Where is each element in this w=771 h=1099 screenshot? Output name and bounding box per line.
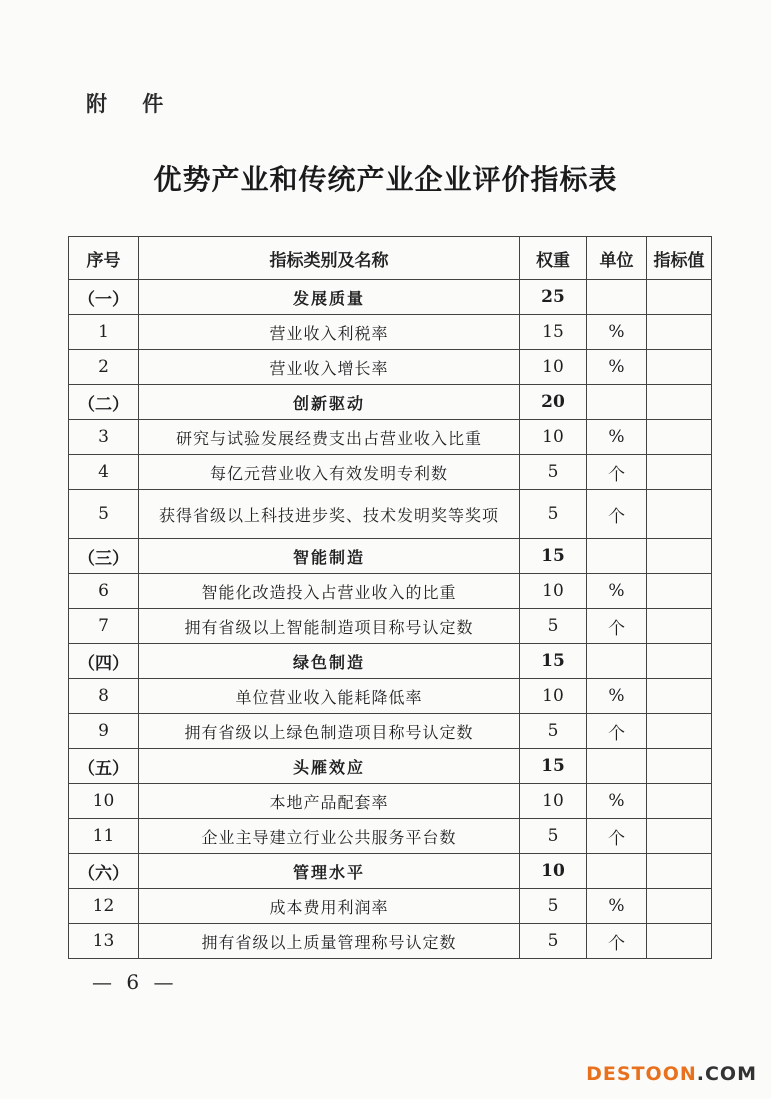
- cell-no: 9: [69, 714, 139, 749]
- cell-unit: 个: [587, 924, 647, 959]
- table-row: [69, 819, 712, 854]
- cell-unit: 个: [587, 609, 647, 644]
- cell-no: （五）: [69, 749, 139, 784]
- cell-unit: %: [587, 420, 647, 455]
- cell-value: [647, 749, 712, 784]
- table-row: [69, 455, 712, 490]
- cell-weight: 15: [520, 749, 587, 784]
- cell-unit: 个: [587, 455, 647, 490]
- cell-value: [647, 420, 712, 455]
- cell-weight: 15: [520, 644, 587, 679]
- cell-weight: 10: [520, 679, 587, 714]
- cell-unit: %: [587, 889, 647, 924]
- cell-unit: %: [587, 315, 647, 350]
- cell-name: 拥有省级以上绿色制造项目称号认定数: [139, 714, 520, 749]
- header-weight: 权重: [520, 237, 587, 280]
- cell-value: [647, 280, 712, 315]
- cell-unit: [587, 749, 647, 784]
- cell-value: [647, 819, 712, 854]
- cell-no: 2: [69, 350, 139, 385]
- cell-weight: 5: [520, 889, 587, 924]
- cell-weight: 5: [520, 714, 587, 749]
- cell-value: [647, 679, 712, 714]
- category-row: [69, 749, 712, 784]
- cell-weight: 5: [520, 490, 587, 539]
- cell-unit: %: [587, 350, 647, 385]
- cell-value: [647, 490, 712, 539]
- cell-weight: 5: [520, 819, 587, 854]
- cell-unit: [587, 280, 647, 315]
- category-row: [69, 644, 712, 679]
- cell-no: 1: [69, 315, 139, 350]
- cell-weight: 5: [520, 609, 587, 644]
- watermark-logo: [586, 1063, 757, 1085]
- cell-value: [647, 609, 712, 644]
- cell-unit: 个: [587, 490, 647, 539]
- cell-value: [647, 315, 712, 350]
- cell-name: 发展质量: [139, 280, 520, 315]
- cell-unit: 个: [587, 819, 647, 854]
- cell-no: 7: [69, 609, 139, 644]
- cell-weight: 5: [520, 455, 587, 490]
- cell-name: 成本费用利润率: [139, 889, 520, 924]
- table-row: [69, 924, 712, 959]
- page-number: — 6 —: [92, 970, 178, 994]
- cell-name: 单位营业收入能耗降低率: [139, 679, 520, 714]
- cell-weight: 5: [520, 924, 587, 959]
- cell-value: [647, 574, 712, 609]
- category-row: [69, 539, 712, 574]
- cell-name: 头雁效应: [139, 749, 520, 784]
- cell-value: [647, 385, 712, 420]
- header-name: 指标类别及名称: [139, 237, 520, 280]
- table-row: [69, 574, 712, 609]
- table-row: [69, 490, 712, 539]
- cell-weight: 25: [520, 280, 587, 315]
- cell-weight: 10: [520, 784, 587, 819]
- cell-no: 8: [69, 679, 139, 714]
- cell-no: （三）: [69, 539, 139, 574]
- header-no: 序号: [69, 237, 139, 280]
- cell-value: [647, 350, 712, 385]
- cell-name: 营业收入利税率: [139, 315, 520, 350]
- table-header-row: [69, 237, 712, 280]
- table-row: [69, 350, 712, 385]
- watermark-brand: DESTOON: [586, 1063, 697, 1085]
- watermark-suffix: .COM: [696, 1063, 757, 1085]
- cell-unit: %: [587, 574, 647, 609]
- cell-no: 3: [69, 420, 139, 455]
- cell-no: （六）: [69, 854, 139, 889]
- cell-weight: 15: [520, 315, 587, 350]
- cell-unit: %: [587, 679, 647, 714]
- cell-value: [647, 455, 712, 490]
- table-row: [69, 420, 712, 455]
- header-value: 指标值: [647, 237, 712, 280]
- cell-weight: 15: [520, 539, 587, 574]
- cell-name: 创新驱动: [139, 385, 520, 420]
- cell-name: 获得省级以上科技进步奖、技术发明奖等奖项: [139, 490, 520, 539]
- cell-no: （四）: [69, 644, 139, 679]
- cell-no: 4: [69, 455, 139, 490]
- cell-name: 绿色制造: [139, 644, 520, 679]
- cell-weight: 10: [520, 574, 587, 609]
- cell-value: [647, 889, 712, 924]
- table-row: [69, 889, 712, 924]
- cell-weight: 10: [520, 420, 587, 455]
- header-unit: 单位: [587, 237, 647, 280]
- cell-name: 本地产品配套率: [139, 784, 520, 819]
- cell-no: 11: [69, 819, 139, 854]
- cell-no: 12: [69, 889, 139, 924]
- cell-no: 6: [69, 574, 139, 609]
- cell-name: 拥有省级以上质量管理称号认定数: [139, 924, 520, 959]
- cell-no: （一）: [69, 280, 139, 315]
- page-title: 优势产业和传统产业企业评价指标表: [153, 163, 618, 196]
- cell-unit: [587, 854, 647, 889]
- cell-weight: 20: [520, 385, 587, 420]
- cell-name: 营业收入增长率: [139, 350, 520, 385]
- cell-name: 智能化改造投入占营业收入的比重: [139, 574, 520, 609]
- cell-name: 每亿元营业收入有效发明专利数: [139, 455, 520, 490]
- cell-value: [647, 784, 712, 819]
- table-row: [69, 315, 712, 350]
- cell-no: 10: [69, 784, 139, 819]
- cell-unit: 个: [587, 714, 647, 749]
- cell-unit: [587, 644, 647, 679]
- cell-no: 13: [69, 924, 139, 959]
- cell-name: 企业主导建立行业公共服务平台数: [139, 819, 520, 854]
- attachment-label: 附 件: [86, 92, 178, 116]
- cell-value: [647, 714, 712, 749]
- cell-name: 拥有省级以上智能制造项目称号认定数: [139, 609, 520, 644]
- table-row: [69, 679, 712, 714]
- cell-name: 研究与试验发展经费支出占营业收入比重: [139, 420, 520, 455]
- cell-unit: [587, 385, 647, 420]
- cell-value: [647, 539, 712, 574]
- category-row: [69, 854, 712, 889]
- cell-unit: [587, 539, 647, 574]
- cell-value: [647, 644, 712, 679]
- cell-value: [647, 854, 712, 889]
- cell-unit: %: [587, 784, 647, 819]
- category-row: [69, 280, 712, 315]
- cell-weight: 10: [520, 350, 587, 385]
- cell-name: 智能制造: [139, 539, 520, 574]
- cell-weight: 10: [520, 854, 587, 889]
- table-row: [69, 609, 712, 644]
- cell-no: 5: [69, 490, 139, 539]
- cell-name: 管理水平: [139, 854, 520, 889]
- category-row: [69, 385, 712, 420]
- cell-no: （二）: [69, 385, 139, 420]
- table-row: [69, 714, 712, 749]
- table-row: [69, 784, 712, 819]
- indicator-table: [68, 236, 712, 959]
- cell-value: [647, 924, 712, 959]
